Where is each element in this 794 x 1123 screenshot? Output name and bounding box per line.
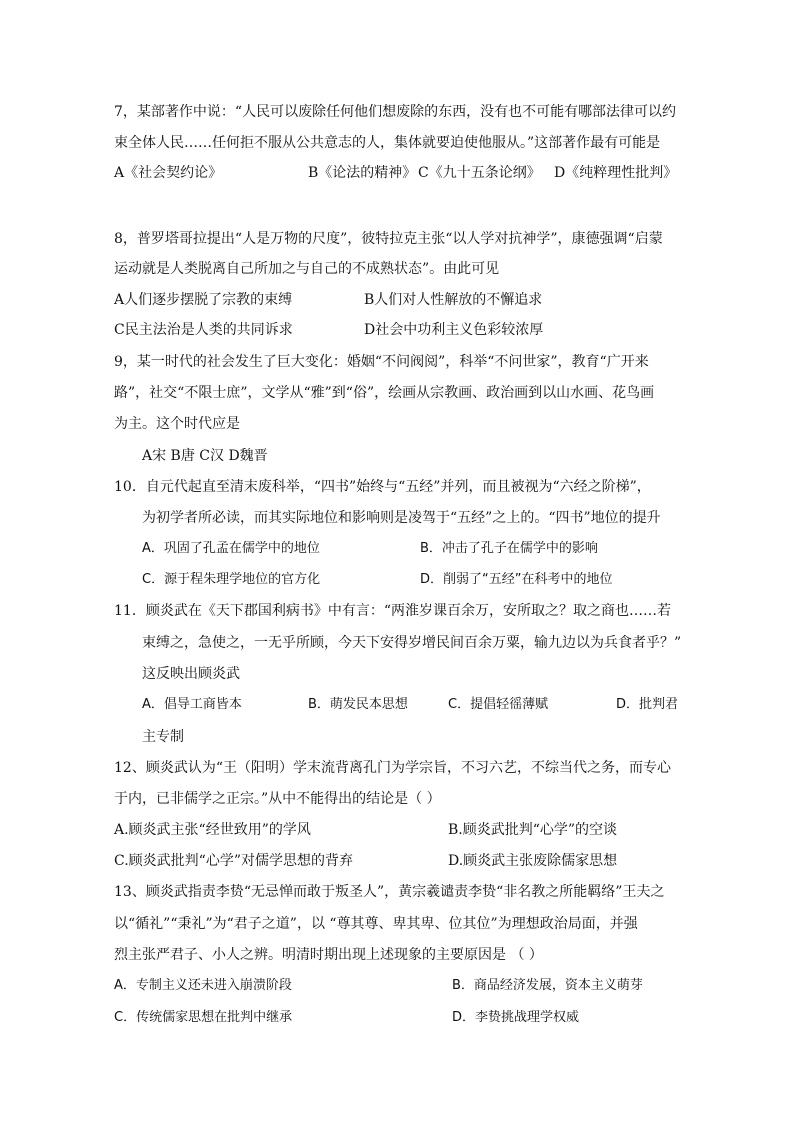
q10-option-c: C．源于程朱理学地位的官方化 — [142, 572, 321, 587]
q7-option-d: D《纯粹理性批判》 — [554, 165, 678, 181]
q7-option-b: B《论法的精神》 — [308, 165, 417, 181]
q11-option-b: B．萌发民本思想 — [308, 697, 408, 712]
q7-option-c: C《九十五条论纲》 — [418, 165, 541, 181]
q11-line-1: 11．顾炎武在《天下郡国利病书》中有言：“两淮岁课百余万，安所取之？取之商也……若 — [114, 603, 671, 619]
q11-line-2: 束缚之，急使之，一无乎所顾，今天下安得岁增民间百余万粟，输九边以为兵食者乎？” — [142, 635, 682, 651]
q11-option-c: C．提倡轻徭薄赋 — [448, 697, 549, 712]
q12-line-2: 于内，已非儒学之正宗。”从中不能得出的结论是（ ） — [114, 791, 441, 807]
q10-line-2: 为初学者所必读，而其实际地位和影响则是凌驾于“五经”之上的。“四书”地位的提升 — [142, 510, 661, 526]
q8-option-c: C民主法治是人类的共同诉求 — [114, 322, 293, 338]
q13-option-d: D．李贽挑战理学权威 — [452, 1010, 580, 1025]
q12-option-c: C.顾炎武批判“心学”对儒学思想的背弃 — [114, 853, 353, 869]
q12-option-a: A.顾炎武主张“经世致用”的学风 — [114, 822, 311, 838]
q13-line-2: 以“循礼”“秉礼”为“君子之道”，以 “尊其尊、卑其卑、位其位”为理想政治局面，并强 — [114, 916, 638, 932]
q10-option-d: D．削弱了“五经”在科考中的地位 — [420, 572, 613, 587]
q9-line-2: 路”，社交“不限士庶”，文学从“雅”到“俗”，绘画从宗教画、政治画到以山水画、花鸟画 — [114, 385, 655, 401]
q8-option-b: B人们对人性解放的不懈追求 — [364, 292, 543, 308]
q9-options: A宋 B唐 C汉 D魏晋 — [142, 448, 268, 464]
q10-line-1: 10．自元代起直至清末废科举，“四书”始终与“五经”并列，而且被视为“六经之阶梯”， — [114, 479, 651, 495]
q11-option-a: A．倡导工商皆本 — [142, 697, 242, 712]
q11-line-3: 这反映出顾炎武 — [142, 666, 240, 682]
q10-option-b: B．冲击了孔子在儒学中的影响 — [420, 541, 598, 556]
q12-option-b: B.顾炎武批判“心学”的空谈 — [448, 822, 618, 838]
q13-option-b: B．商品经济发展，资本主义萌芽 — [452, 978, 643, 993]
q7-line-1: 7，某部著作中说：“人民可以废除任何他们想废除的东西，没有也不可能有哪部法律可以约 — [114, 104, 677, 120]
q12-option-d: D.顾炎武主张废除儒家思想 — [448, 853, 618, 869]
q7-line-2: 束全体人民……任何拒不服从公共意志的人，集体就要迫使他服从。”这部著作最有可能是 — [114, 135, 661, 151]
q8-line-1: 8，普罗塔哥拉提出“人是万物的尺度”，彼特拉克主张“以人学对抗神学”，康德强调“启蒙 — [114, 231, 663, 247]
q9-line-3: 为主。这个时代应是 — [114, 416, 240, 432]
q13-option-c: C．传统儒家思想在批判中继承 — [114, 1010, 293, 1025]
q9-line-1: 9，某一时代的社会发生了巨大变化：婚姻“不问阀阅”，科举“不问世家”，教育“广开来 — [114, 354, 649, 370]
q10-option-a: A．巩固了孔孟在儒学中的地位 — [142, 541, 320, 556]
q11-option-d: D．批判君 — [616, 697, 679, 712]
q12-line-1: 12、顾炎武认为“王（阳明）学末流背离孔门为学宗旨，不习六艺，不综当代之务，而专心 — [114, 760, 671, 776]
q11-option-d-wrap: 主专制 — [142, 729, 184, 745]
q13-line-3: 烈主张严君子、小人之辨。明清时期出现上述现象的主要原因是 （ ） — [114, 947, 543, 963]
q8-option-d: D社会中功利主义色彩较浓厚 — [364, 322, 544, 338]
q8-option-a: A人们逐步摆脱了宗教的束缚 — [114, 292, 293, 308]
q8-line-2: 运动就是人类脱离自己所加之与自己的不成熟状态”。由此可见 — [114, 261, 500, 277]
q13-line-1: 13、顾炎武指责李贽“无忌惮而敢于叛圣人”，黄宗羲谴责李贽“非名教之所能羁络”王夫之 — [114, 884, 665, 900]
q13-option-a: A．专制主义还未进入崩溃阶段 — [114, 978, 292, 993]
q7-option-a: A《社会契约论》 — [114, 165, 223, 181]
